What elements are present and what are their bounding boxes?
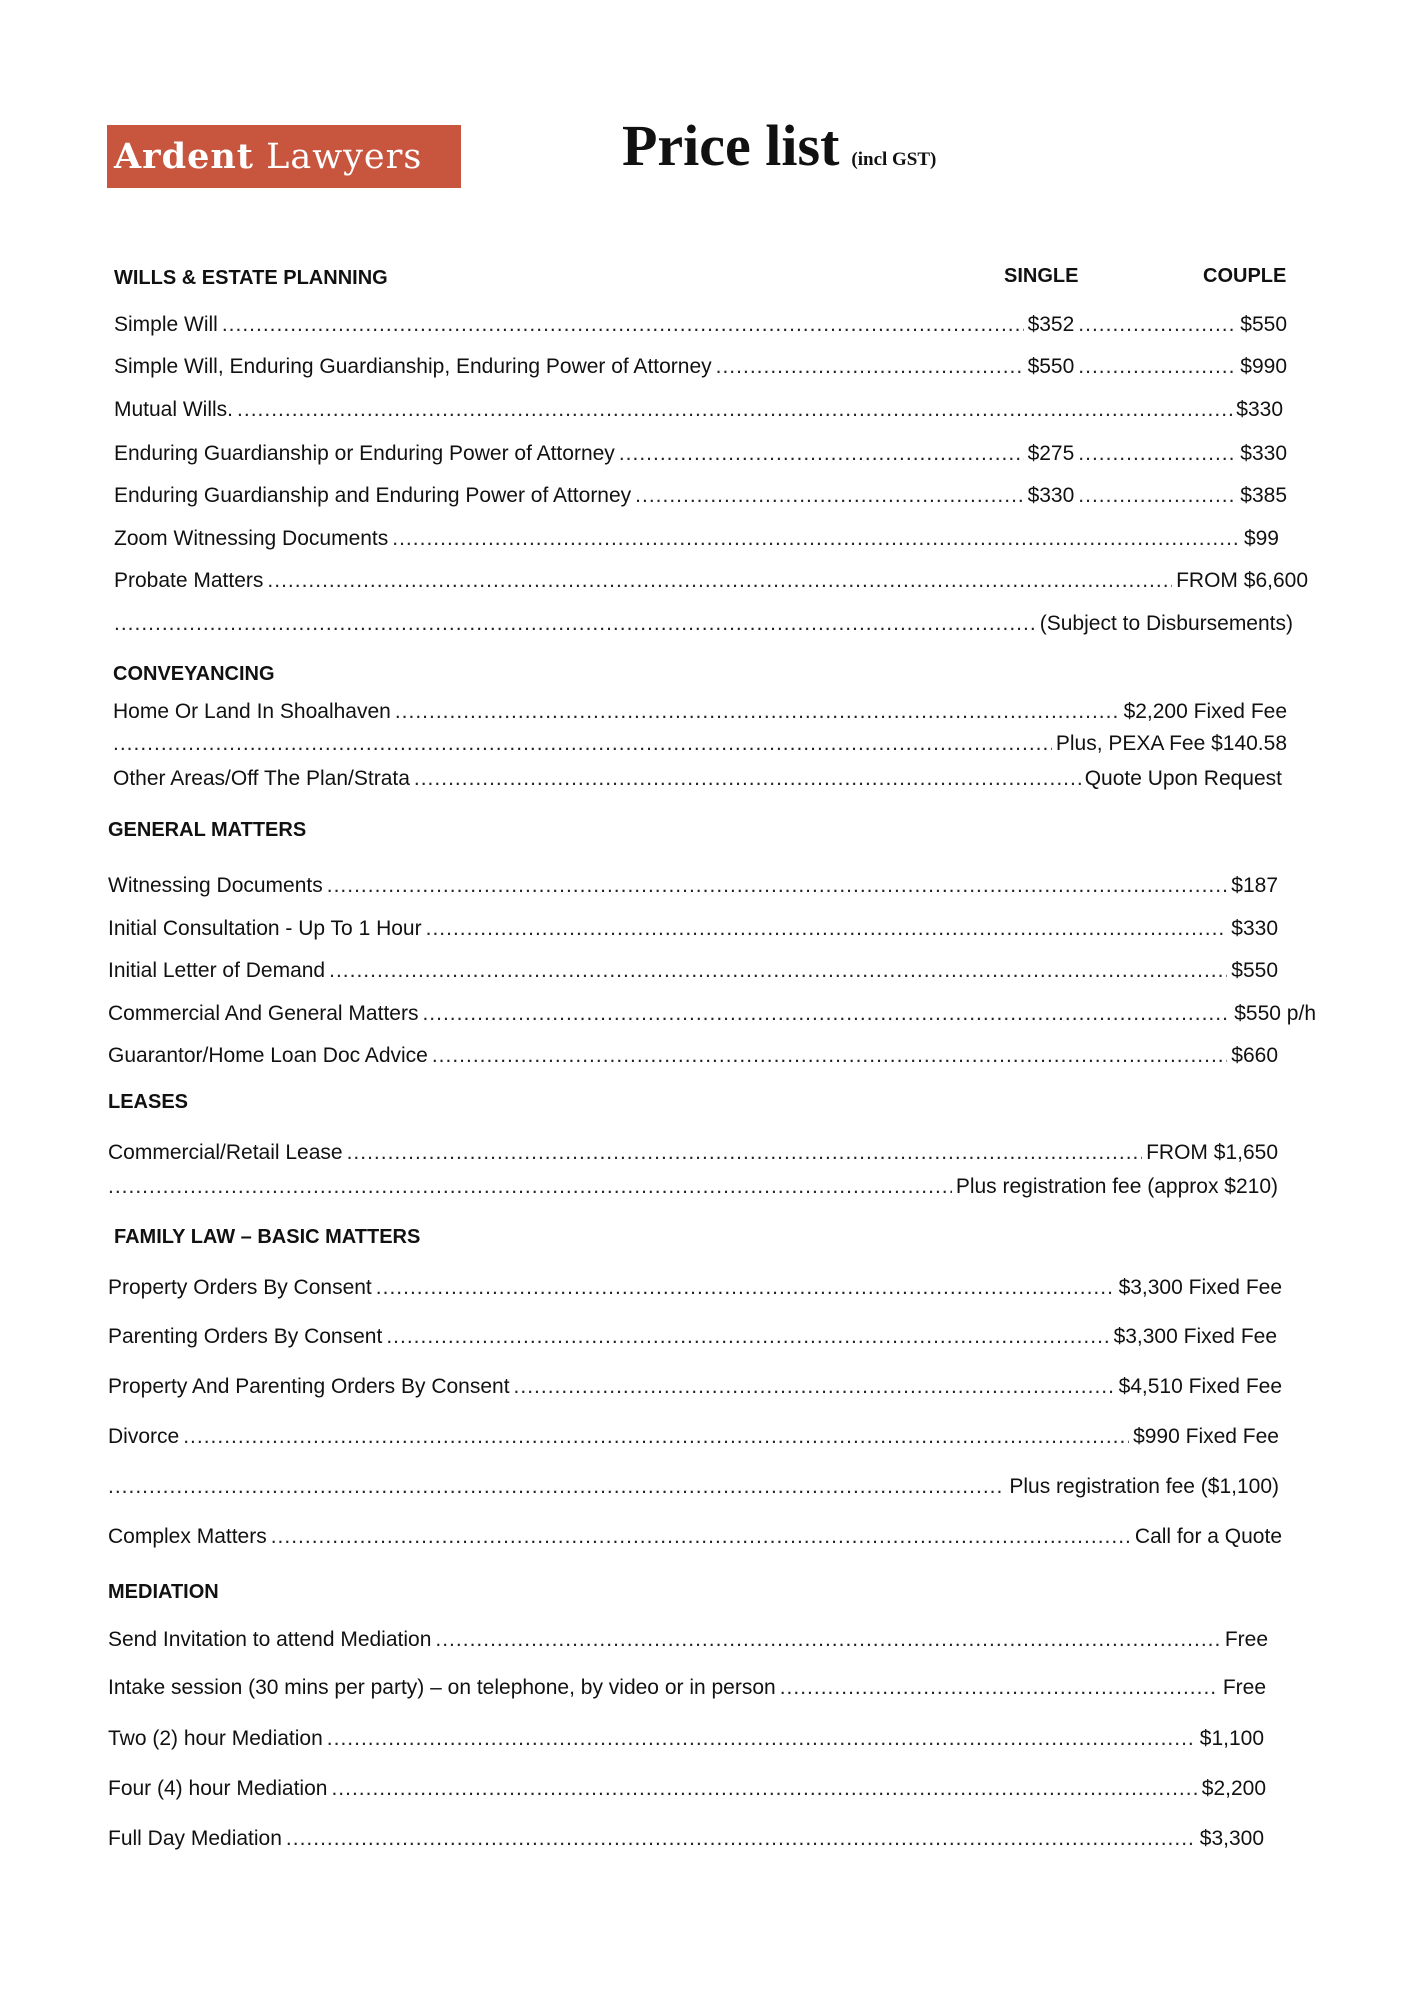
price-label: Divorce: [108, 1425, 180, 1448]
price-row-mutual-wills: [114, 395, 1283, 425]
price-value: Call for a Quote: [1134, 1525, 1282, 1548]
section-heading-mediation: MEDIATION: [108, 1581, 219, 1603]
price-value: $2,200 Fixed Fee: [1123, 700, 1287, 723]
price-row-probate: [114, 566, 1308, 596]
price-value: $3,300 Fixed Fee: [1113, 1325, 1277, 1348]
section-heading-leases: LEASES: [108, 1091, 189, 1113]
price-row-commercial-lease: [108, 1138, 1278, 1168]
price-value: Plus, PEXA Fee $140.58: [1055, 732, 1287, 755]
price-row-lease-registration: [108, 1172, 1278, 1202]
price-single: $275: [1027, 442, 1075, 465]
price-couple: $550: [1240, 313, 1287, 336]
price-label: Property Orders By Consent: [108, 1276, 372, 1299]
dot-leader: [386, 1322, 1109, 1352]
price-label: Enduring Guardianship or Enduring Power of Attorney: [114, 442, 615, 465]
dot-leader: [327, 1724, 1196, 1754]
dot-leader: [327, 871, 1228, 901]
dot-leader: [422, 999, 1230, 1029]
price-row-zoom-witnessing: [114, 524, 1279, 554]
price-value: Plus registration fee (approx $210): [955, 1175, 1278, 1198]
dot-leader: [1078, 439, 1236, 469]
price-row-guardianship-or-poa: [114, 439, 1287, 469]
price-row-complex-matters: [108, 1522, 1282, 1552]
price-row-pexa-fee: [113, 729, 1287, 759]
price-value: $990 Fixed Fee: [1133, 1425, 1279, 1448]
price-row-intake-session: [108, 1673, 1266, 1703]
dot-leader: [237, 395, 1232, 425]
dot-leader: [331, 1774, 1197, 1804]
dot-leader: [435, 1625, 1220, 1655]
price-value: $1,100: [1199, 1727, 1264, 1750]
dot-leader: [183, 1422, 1129, 1452]
dot-leader: [114, 609, 1036, 639]
price-value: Free: [1222, 1676, 1266, 1699]
price-row-probate-note: [114, 609, 1293, 639]
price-row-commercial-general: [108, 999, 1316, 1029]
price-value: $4,510 Fixed Fee: [1118, 1375, 1282, 1398]
price-label: Initial Consultation - Up To 1 Hour: [108, 917, 422, 940]
price-single: $330: [1027, 484, 1075, 507]
price-row-divorce: [108, 1422, 1279, 1452]
ardent-lawyers-logo: [107, 125, 461, 188]
price-row-shoalhaven: [113, 697, 1287, 727]
dot-leader: [514, 1372, 1115, 1402]
dot-leader: [108, 1472, 1005, 1502]
section-heading-wills: WILLS & ESTATE PLANNING: [114, 267, 388, 289]
price-row-guardianship-and-poa: [114, 481, 1287, 511]
price-label: Two (2) hour Mediation: [108, 1727, 323, 1750]
price-value: $3,300 Fixed Fee: [1118, 1276, 1282, 1299]
dot-leader: [1078, 310, 1236, 340]
price-label: Zoom Witnessing Documents: [114, 527, 389, 550]
price-value: $187: [1231, 874, 1278, 897]
price-single: $352: [1027, 313, 1075, 336]
logo-word-ardent: Ardent: [114, 136, 254, 177]
price-value: FROM $6,600: [1176, 569, 1308, 592]
dot-leader: [222, 310, 1024, 340]
price-value: $550 p/h: [1234, 1002, 1316, 1025]
price-row-property-and-parenting: [108, 1372, 1282, 1402]
dot-leader: [286, 1824, 1196, 1854]
price-label: Simple Will: [114, 313, 218, 336]
price-row-two-hour-mediation: [108, 1724, 1264, 1754]
price-value: (Subject to Disbursements): [1039, 612, 1293, 635]
price-row-guarantor-advice: [108, 1041, 1278, 1071]
price-couple: $385: [1240, 484, 1287, 507]
price-label: Send Invitation to attend Mediation: [108, 1628, 432, 1651]
price-label: Mutual Wills.: [114, 398, 234, 421]
price-value: Quote Upon Request: [1084, 767, 1282, 790]
price-label: Four (4) hour Mediation: [108, 1777, 328, 1800]
price-couple: $330: [1240, 442, 1287, 465]
price-row-full-day-mediation: [108, 1824, 1264, 1854]
dot-leader: [395, 697, 1120, 727]
price-label: Simple Will, Enduring Guardianship, Enduring Power of Attorney: [114, 355, 712, 378]
dot-leader: [113, 729, 1052, 759]
page-title-note: (incl GST): [851, 149, 937, 170]
price-value: Plus registration fee ($1,100): [1009, 1475, 1279, 1498]
price-value: $330: [1236, 398, 1283, 421]
price-row-simple-will-bundle: [114, 352, 1287, 382]
dot-leader: [716, 352, 1024, 382]
dot-leader: [432, 1041, 1227, 1071]
price-row-other-areas: [113, 764, 1282, 794]
price-value: $2,200: [1201, 1777, 1266, 1800]
price-label: Witnessing Documents: [108, 874, 323, 897]
price-row-letter-of-demand: [108, 956, 1278, 986]
dot-leader: [267, 566, 1172, 596]
column-header-single: SINGLE: [1004, 265, 1079, 287]
price-label: Parenting Orders By Consent: [108, 1325, 383, 1348]
dot-leader: [347, 1138, 1143, 1168]
section-heading-general: GENERAL MATTERS: [108, 819, 307, 841]
price-row-four-hour-mediation: [108, 1774, 1266, 1804]
price-label: Commercial/Retail Lease: [108, 1141, 343, 1164]
price-label: Enduring Guardianship and Enduring Power of Attorney: [114, 484, 632, 507]
dot-leader: [271, 1522, 1131, 1552]
price-label: Other Areas/Off The Plan/Strata: [113, 767, 410, 790]
price-row-simple-will: [114, 310, 1287, 340]
price-value: FROM $1,650: [1146, 1141, 1278, 1164]
price-label: Full Day Mediation: [108, 1827, 282, 1850]
price-row-mediation-invitation: [108, 1625, 1268, 1655]
dot-leader: [780, 1673, 1219, 1703]
price-value: $3,300: [1199, 1827, 1264, 1850]
price-label: Property And Parenting Orders By Consent: [108, 1375, 510, 1398]
price-label: Probate Matters: [114, 569, 264, 592]
page-title-text: Price list: [622, 113, 840, 178]
price-value: $550: [1231, 959, 1278, 982]
price-value: Free: [1224, 1628, 1268, 1651]
price-label: Guarantor/Home Loan Doc Advice: [108, 1044, 428, 1067]
section-heading-family-law: FAMILY LAW – BASIC MATTERS: [114, 1226, 421, 1248]
price-row-divorce-registration: [108, 1472, 1279, 1502]
price-value: $660: [1231, 1044, 1278, 1067]
dot-leader: [108, 1172, 952, 1202]
price-label: Initial Letter of Demand: [108, 959, 326, 982]
dot-leader: [392, 524, 1240, 554]
price-label: Home Or Land In Shoalhaven: [113, 700, 391, 723]
price-value: $330: [1231, 917, 1278, 940]
dot-leader: [329, 956, 1227, 986]
section-heading-conveyancing: CONVEYANCING: [113, 663, 275, 685]
page-title: [622, 112, 936, 179]
price-row-parenting-orders: [108, 1322, 1277, 1352]
dot-leader: [1078, 481, 1236, 511]
dot-leader: [1078, 352, 1236, 382]
dot-leader: [635, 481, 1023, 511]
dot-leader: [414, 764, 1081, 794]
dot-leader: [619, 439, 1024, 469]
price-label: Commercial And General Matters: [108, 1002, 419, 1025]
dot-leader: [426, 914, 1228, 944]
price-value: $99: [1243, 527, 1279, 550]
price-row-initial-consultation: [108, 914, 1278, 944]
logo-word-lawyers: Lawyers: [266, 137, 423, 177]
price-row-property-orders: [108, 1273, 1282, 1303]
column-header-couple: COUPLE: [1203, 265, 1287, 287]
price-label: Complex Matters: [108, 1525, 267, 1548]
price-row-witnessing: [108, 871, 1278, 901]
dot-leader: [376, 1273, 1115, 1303]
price-label: Intake session (30 mins per party) – on telephone, by video or in person: [108, 1676, 776, 1699]
price-single: $550: [1027, 355, 1075, 378]
price-couple: $990: [1240, 355, 1287, 378]
